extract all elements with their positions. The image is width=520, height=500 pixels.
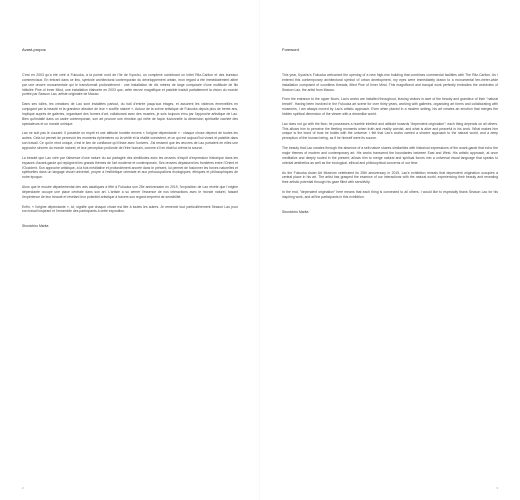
right-signature: Shunichiro Marita — [282, 209, 309, 214]
right-page — [260, 0, 520, 500]
right-paragraph: In the end, "dependent origination" here means that each thing is connected to all others. I would like to especially thank Season Lao for his inspiring work, and all the participants in this exhibition. — [282, 190, 498, 199]
right-page-heading: Foreword — [282, 47, 299, 52]
right-paragraph: Lao does not go with the flow; he possesses a humble intellect and attitude towards "dependent origination": each thing depends on all others. This allows him to perceive the fleeting moments when truth and reality coexist, and what is alive and peaceful in his work. What makes him unique is the bond of trust he builds with the universe. I felt that Lao's works carried a sincere approach to the natural world, and a deep perception of the human being, as if he himself were its source. — [282, 121, 498, 141]
left-paragraph: Enfin, « l'origine dépendante », ici, signifie que chaque chose est liée à toutes les autres. Je remercie tout particulièrement Season Lao pour son travail inspirant et l'ensemble des participants à cette exposition. — [22, 204, 238, 214]
right-paragraph: As the Fukuoka Asian Art Museum celebrated its 25th anniversary in 2019, Lao's exhibition reveals that dependent origination occupies a central place in his art. The artist has grasped the essence of our interactions with the natural world, experiencing their beauty and revealing their artistic potential through his gaze filled with sensitivity. — [282, 170, 498, 185]
left-paragraph: La beauté que Lao crée par l'absence d'une nature du soi partagée des similitudes avec les œuvres d'esprit d'expression historique dans les espaces d'avant-garde qui rejoignent les grands thèmes de l'art moderne et contemporain. Ses œuvres dépassent les frontières entre l'Orient et l'Occident. Son approche artistique, à la fois méditative et profondément ancrée dans le présent, lui permet de fusionner les forces naturelles et spirituelles dans un langage visuel universel, propre à l'esthétique orientale et aux préoccupations écologiques, éthiques et philosophiques de notre époque. — [22, 155, 238, 180]
left-signature: Shunichiro Marita — [22, 224, 49, 229]
right-paragraph: This year, Kyushu's Fukuoka welcomed the opening of a new high-rise building that combines commercial facilities with The Ritz-Carlton. As I entered this contemporary architectural symbol of urban development, my eyes were immediately drawn to a monumental ten-meter-wide installation composed of countless threads, titled Pine of Inner Mind. This magnificent and tranquil work perfectly embodies the worldview of Season Lao, the artist from Macau. — [282, 73, 498, 92]
left-paragraph: C'est en 2003 qu'a été créé à Fukuoka, à la pointe nord de l'île de Kyushu, un complexe combinant un hôtel Ritz-Carlton et des bureaux commerciaux. En entrant dans ce lieu, symbole architectural contemporain du développement urbain, mon regard a été immédiatement attiré par une œuvre monumentale qui le transformait profondément : une installation de dix mètres de large composée d'une multitude de fils intitulée Pine of Inner Mind, une installation élaborée en 2003 que, cette œuvre magnifique et paisible traduit parfaitement la vision du monde portée par Season Lao, artiste originaire de Macao. — [22, 73, 238, 97]
right-paragraph: The beauty that Lao creates through the absence of a self-nature shares similarities with historical expressions of the avant-garde that echo the major themes of modern and contemporary art. His works transcend the boundaries between East and West. His artistic approach, at once meditative and deeply rooted in the present, allows him to merge natural and spiritual forces into a universal visual language that speaks to oriental aesthetics as well as the ecological, ethical and philosophical concerns of our time. — [282, 146, 498, 165]
right-paragraph: From the entrance to the upper floors, Lao's works are installed throughout, leaving visitors in awe of the beauty and grandeur of their "natural breath". Having been involved in the Fukuoka art scene for over thirty years, working with galleries, organizing art forms and collaborating with museums, I am always moved by Lao's artistic approach. Even when placed in a modern setting, his art creates an emotion that merges the hidden spiritual dimension of the viewer with a dreamlike world. — [282, 97, 498, 116]
right-page-number: 3 — [496, 486, 498, 490]
left-paragraph: Alors que le musée départemental des arts asiatiques a fêté à Fukuoka son 25e anniversaire en 2019, l'exposition de Lao révèle que l'origine dépendante occupe une place centrale dans son art. L'artiste a su cerner l'essence de nos interactions avec le monde naturel, faisant l'expérience de leur beauté et révélant leur potentiel artistique à travers son regard empreint de sensibilité. — [22, 185, 238, 199]
left-paragraph: Lao ne suit pas le courant. Il possède un esprit et une attitude humble envers « l'origine dépendante » : chaque chose dépend de toutes les autres. Cela lui permet de percevoir les moments éphémères où la vérité et la réalité coexistent, et ce qui est aujourd'hui vivant et paisible dans son travail. Ce qui le rend unique, c'est le lien de confiance qu'il tisse avec l'univers. J'ai ressenti que les œuvres de Lao portaient en elles une approche sincère du monde naturel, et leur perception profonde de l'être humain, comme s'il en était lui-même la source. — [22, 131, 238, 150]
left-paragraph: Dans ses toiles, les créations de Lao sont installées partout, du hall d'entrée jusqu'aux étages, et assurent les visiteurs émerveillés en conjugant par la beauté et la grandeur absolue de leur « souffle naturel ». Autour de la scène artistique de Fukuoka depuis plus de trente ans, impliqué auprès de galeries, organisant des formes d'art, collaborant avec des musées, je suis toujours ému par l'approche artistique de Lao. Bien qu'installé dans un cadre contemporain, son art procure une émotion qui mêle de façon fusionnelle la dimension spirituelle cachée des spectateurs et un monde onirique. — [22, 102, 238, 126]
left-page-number: 2 — [22, 486, 24, 490]
left-page-heading: Avant-propos — [22, 47, 46, 52]
